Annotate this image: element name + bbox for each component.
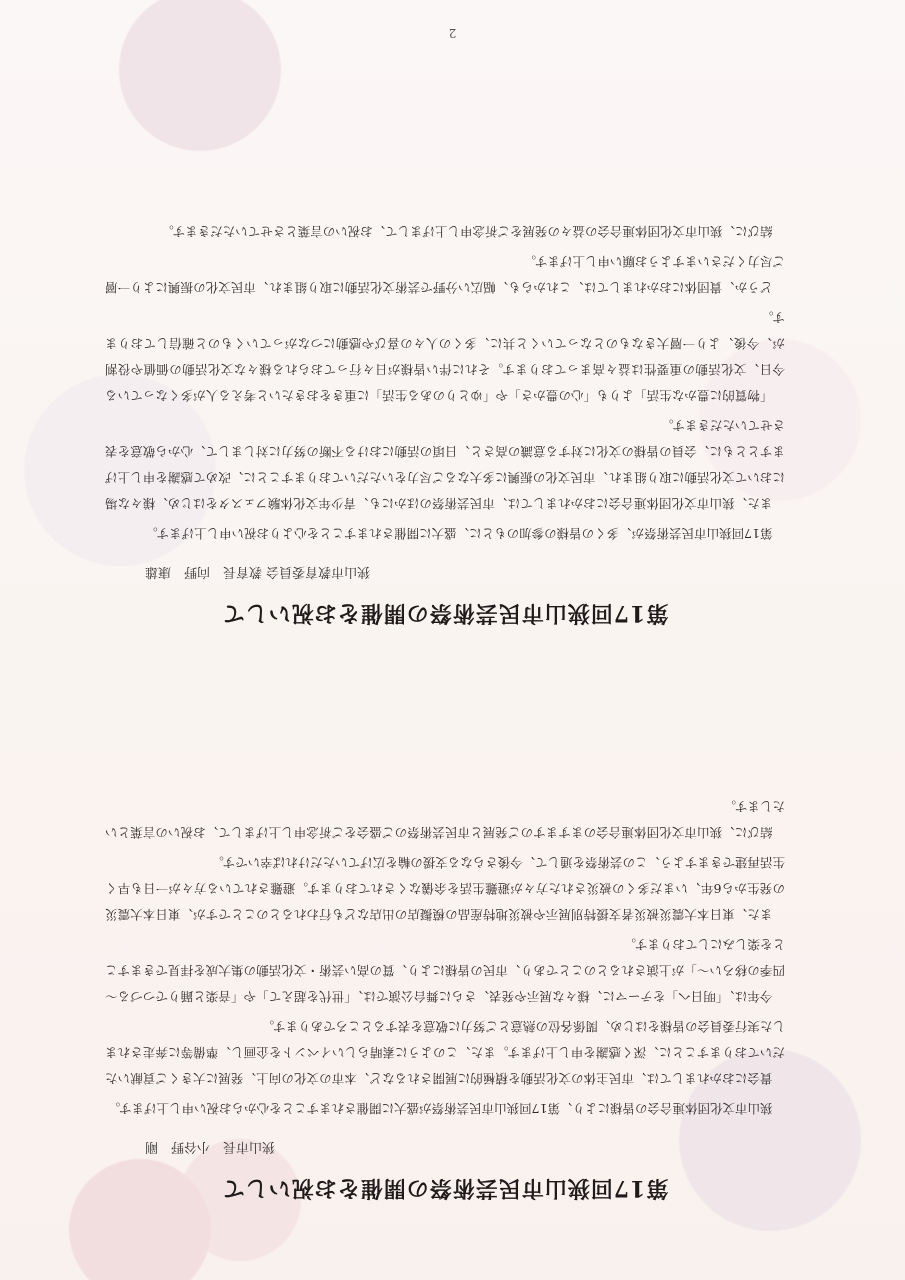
greeting-section-superintendent	[105, 214, 785, 630]
paragraph: また、狭山市文化団体連合会におかれましては、市民芸術祭のほかにも、青少年文化体験フェスタをはじめ、様々な場において文化活動に取り組まれ、市民文化の振興に多大なるご尽力をいただいておりますことに、改めて感謝を申し上げますとともに、会員の皆様の文化に対する意識の高さと、日頃の活動における不断の努力に対しまして、心から敬意を表させていただきます。	[105, 418, 785, 511]
greeting-section-mayor	[105, 789, 785, 1205]
paragraph: また、東日本大震災被災者支援特別展示や被災地特産品の模擬店の出店なども行われるとのことですが、東日本大震災の発生から6年、いまだ多くの被災された方々が避難生活を余儀なくされております。避難されている方々が一日も早く生活再建できますよう、この芸術祭を通して、今後さらなる支援の輪を広げていただければ幸いです。	[105, 855, 785, 922]
paragraph: 貴会におかれましては、市民主体の文化活動を積極的に展開されるなど、本市の文化の向上、発展に大きくご貢献いただいておりますことに、深く感謝を申し上げます。また、このように素晴らしいイベントを企画し、準備等に奔走されました実行委員会の皆様をはじめ、関係各位の熱意とご努力に敬意を表するところであります。	[105, 1019, 785, 1086]
page-number: 2	[448, 26, 457, 40]
section-title: 第17回狭山市民芸術祭の開催をお祝いして	[221, 1175, 669, 1201]
paragraph: 今年は、「明日へ」をテーマに、様々な展示や発表、さらに舞台公演では、「世代を超えて」や「音楽と踊りでつづる～四季の移ろい～」が上演されるとのことであり、市民の皆様により、質の高い芸術・文化活動の集大成を拝見できますことを楽しみにしております。	[105, 937, 785, 1004]
paragraph: 結びに、狭山市文化団体連合会のますますのご発展と市民芸術祭のご盛会をご祈念申し上げまして、お祝いの言葉といたします。	[105, 799, 785, 840]
section-author: 狭山市長 小谷野 剛	[145, 1139, 276, 1154]
section-author: 狭山市教育委員会 教育長 向野 康雄	[145, 564, 371, 579]
section-title: 第17回狭山市民芸術祭の開催をお祝いして	[221, 600, 669, 626]
paragraph: 狭山市文化団体連合会の皆様により、第17回狭山市民芸術祭が盛大に開催されますことを心からお祝い申し上げます。	[107, 1101, 773, 1116]
paragraph: 結びに、狭山市文化団体連合会の益々の発展をご祈念申し上げまして、お祝いの言葉とさせていただきます。	[161, 224, 773, 239]
paragraph: 第17回狭山市民芸術祭が、多くの皆様の参加のもとに、盛大に開催されますことを心よりお祝い申し上げます。	[145, 526, 773, 541]
paragraph: どうか、貴団体におかれましては、これからも、幅広い分野で芸術文化活動に取り組まれ、市民文化の振興により一層ご尽力くださいますようお願い申し上げます。	[105, 254, 785, 295]
paragraph: 「物質的に豊かな生活」よりも「心の豊かさ」や「ゆとりのある生活」に重きをおきたいと考える人が多くなっている今日、文化活動の重要性は益々高まっております。それに伴い皆様が日々行っておられる様々な文化活動の価値や役割が、今後、より一層大きなものとなっていくと共に、多くの人々の喜びや感動につながっていくものと確信しております。	[105, 310, 785, 403]
